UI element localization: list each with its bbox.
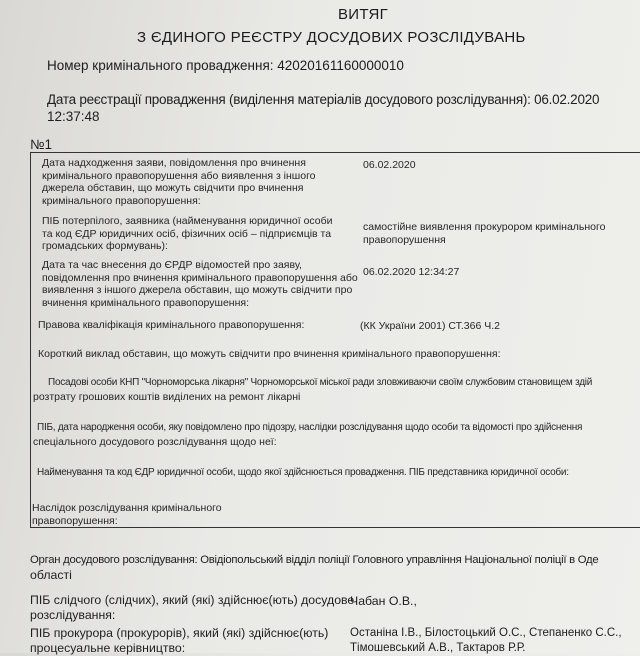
suspect-label-1: ПІБ, дата народження особи, яку повідомлено про підозру, наслідки розслідування щодо особи та відомості про здійснення: [37, 422, 583, 433]
organ-line: області: [30, 568, 72, 582]
row2-label-line: та код ЄДР юридичних осіб, фізичних осіб – підприємців та: [42, 227, 332, 240]
result-label-line: Наслідок розслідування кримінального: [32, 502, 222, 514]
prosecutor-label: [30, 626, 328, 656]
result-label: [32, 502, 222, 527]
investigator-label-line: ПІБ слідчого (слідчих), який (які) здійснює(ють) досудове: [30, 593, 355, 607]
legal-entity-label: Найменування та код ЄДР юридичної особи, щодо якої здійснюється провадження. ПІБ представника юридичної особи:: [37, 467, 569, 478]
prosecutor-value-line: Останіна І.В., Білостоцький О.С., Степаненко С.С.,: [350, 627, 622, 639]
row1-value: 06.02.2020: [363, 159, 416, 171]
row3-label-line: виявлення з іншого джерела обставин, що можуть свідчити про: [42, 284, 353, 296]
row1-label-line: кримінального правопорушення або виявлення з іншого: [42, 169, 316, 182]
summary-label: Короткий виклад обставин, що можуть свідчити про вчинення кримінального правопорушення:: [38, 348, 501, 360]
registration-date: Дата реєстрації провадження (виділення матеріалів досудового розслідування): 06.02.2020: [47, 92, 600, 107]
organ-line: Орган досудового розслідування: Овідіопольський відділ поліції Головного управління Національної поліції в Оде: [30, 554, 599, 566]
row2-label-line: громадських формувань):: [42, 240, 168, 252]
summary-text-1: Посадові особи КНП "Чорноморська лікарня" Чорноморської міської ради зловживаючи своїм службовим становищем здій: [48, 377, 593, 388]
qualification-value: (КК України 2001) СТ.366 Ч.2: [360, 320, 500, 332]
case-number: Номер кримінального провадження: 42020161160000010: [47, 58, 404, 73]
row3-label-line: повідомлення про вчинення кримінального правопорушення або: [42, 271, 358, 284]
prosecutor-label-line: ПІБ прокурора (прокурорів), який (які) здійснює(ють): [30, 626, 329, 640]
result-label-line: правопорушення:: [32, 514, 118, 527]
prosecutor-label-line: процесуальне керівництво:: [30, 641, 186, 655]
row2-value-line: самостійне виявлення прокурором кримінального: [363, 221, 606, 233]
row2-value-line: правопорушення: [363, 233, 446, 246]
suspect-label-2: спеціального досудового розслідування щодо неї:: [33, 436, 277, 448]
investigator-label-line: розслідування:: [30, 608, 116, 622]
row3-label-line: вчинення кримінального правопорушення:: [42, 296, 249, 309]
row3-label-line: Дата та час внесення до ЄРДР відомостей про заяву,: [42, 259, 302, 271]
prosecutor-value: [350, 626, 640, 656]
row1-label-line: кримінального правопорушення:: [42, 194, 201, 207]
entry-number: №1: [30, 137, 52, 152]
doc-title: ВИТЯГ: [338, 6, 389, 23]
doc-subtitle: З ЄДИНОГО РЕЄСТРУ ДОСУДОВИХ РОЗСЛІДУВАНЬ: [137, 29, 526, 46]
row3-label: [42, 259, 358, 309]
qualification-label: Правова кваліфікація кримінального правопорушення:: [38, 319, 305, 331]
prosecutor-value-line: Тімошевський А.В., Тактаров Р.Р.: [350, 642, 526, 654]
investigator-value: Чабан О.В.,: [350, 594, 417, 608]
investigator-label: [30, 593, 354, 623]
investigation-organ: [30, 553, 640, 583]
registration-time: 12:37:48: [47, 109, 100, 124]
row1-label-line: джерела обставин, що можуть свідчити про вчинення: [42, 182, 304, 194]
row2-label-line: ПІБ потерпілого, заявника (найменування юридичної особи: [42, 215, 333, 227]
row1-label-line: Дата надходження заяви, повідомлення про вчинення: [42, 157, 306, 169]
row3-value: 06.02.2020 12:34:27: [363, 266, 460, 278]
row2-value: [363, 221, 605, 246]
row1-label: [42, 157, 316, 207]
summary-text-2: розтрату грошових коштів виділених на ремонт лікарні: [33, 391, 301, 403]
row2-label: [42, 215, 333, 253]
